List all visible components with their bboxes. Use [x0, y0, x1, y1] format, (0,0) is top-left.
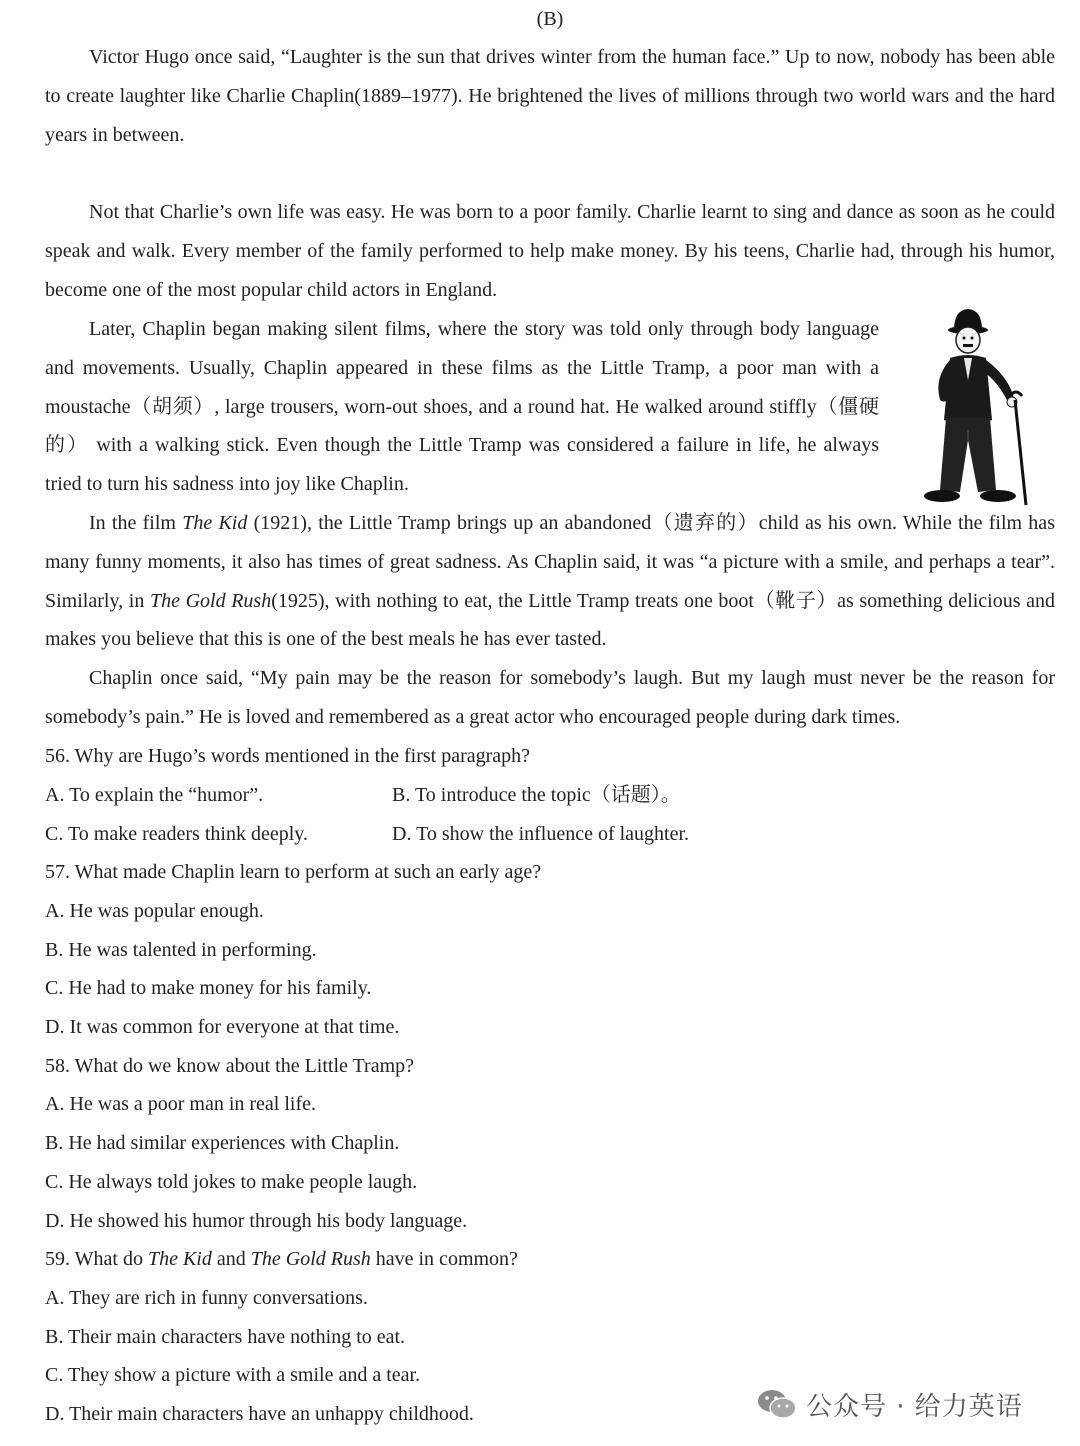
question-56-option-b[interactable]: B. To introduce the topic（话题）。: [392, 784, 681, 806]
question-59-title-gold: The Gold Rush: [250, 1248, 371, 1270]
question-56-stem: 56. Why are Hugo’s words mentioned in the first paragraph?: [45, 745, 531, 767]
section-label: (B): [536, 8, 564, 30]
paragraph-3: [45, 310, 879, 504]
question-56-option-a[interactable]: A. To explain the “humor”.: [45, 784, 264, 806]
film-title-the-kid: The Kid: [182, 512, 248, 534]
question-59-option-a[interactable]: A. They are rich in funny conversations.: [45, 1287, 368, 1309]
question-56-option-c[interactable]: C. To make readers think deeply.: [45, 823, 308, 845]
paragraph-1-text: Victor Hugo once said, “Laughter is the sun that drives winter from the human face.” Up to now, nobody has been able to create laughter like Charlie Chaplin(1889–1977). He brightened the lives of millions through two world wars and the hard years in between.: [45, 46, 1055, 146]
paragraph-2: [45, 193, 1055, 309]
question-59-stem-a: 59. What do: [45, 1248, 148, 1270]
question-59-stem-b: have in common?: [370, 1248, 518, 1270]
question-59-option-d[interactable]: D. Their main characters have an unhappy childhood.: [45, 1403, 474, 1425]
question-57-option-a[interactable]: A. He was popular enough.: [45, 900, 264, 922]
wechat-icon: [756, 1387, 798, 1421]
paragraph-4-text-a: In the film: [89, 512, 183, 534]
watermark-text: 公众号 · 给力英语: [806, 1391, 1023, 1422]
question-57-option-c[interactable]: C. He had to make money for his family.: [45, 977, 372, 999]
question-58-option-b[interactable]: B. He had similar experiences with Chaplin.: [45, 1132, 400, 1154]
question-58-stem: 58. What do we know about the Little Tramp?: [45, 1055, 415, 1077]
chaplin-illustration: [898, 300, 1058, 515]
watermark: [756, 1384, 1023, 1424]
question-57-option-b[interactable]: B. He was talented in performing.: [45, 939, 317, 961]
paragraph-5: [45, 659, 1055, 737]
question-58-option-d[interactable]: D. He showed his humor through his body language.: [45, 1210, 468, 1232]
paragraph-4-text-b: (1921), the Little Tramp brings up an abandoned（遗弃的）child as his own. While the film has many funny moments, it also has times of great sadness. As Chaplin said, it was “a picture with a smile, and perhaps a tear”. Similarly, in: [45, 512, 1055, 612]
paragraph-5-text: Chaplin once said, “My pain may be the reason for somebody’s laugh. But my laugh must never be the reason for somebody’s pain.” He is loved and remembered as a great actor who encouraged people during dark times.: [45, 667, 1055, 728]
film-title-gold-rush: The Gold Rush: [149, 589, 272, 612]
paragraph-2-text: Not that Charlie’s own life was easy. He was born to a poor family. Charlie learnt to sing and dance as soon as he could speak and walk. Every member of the family performed to help make money. By his teens, Charlie had, through his humor, become one of the most popular child actors in England.: [45, 201, 1055, 301]
question-56-option-d[interactable]: D. To show the influence of laughter.: [392, 823, 690, 845]
paragraph-4-text-c: (1925), with nothing to eat, the Little Tramp treats one boot（靴子）as something delicious and makes you believe that this is one of the best meals he has ever tasted.: [45, 589, 1056, 651]
question-59-title-kid: The Kid: [147, 1248, 212, 1270]
paragraph-3-text: Later, Chaplin began making silent films, where the story was told only through body language and movements. Usually, Chaplin appeared in these films as the Little Tramp, a poor man with a moustache（胡须）, large trousers, worn-out shoes, and a round hat. He walked around stiffly（僵硬的） with a walking stick. Even though the Little Tramp was considered a failure in life, he always tried to turn his sadness into joy like Chaplin.: [45, 318, 879, 496]
question-59-option-b[interactable]: B. Their main characters have nothing to eat.: [45, 1326, 406, 1348]
question-57-option-d[interactable]: D. It was common for everyone at that time.: [45, 1016, 400, 1038]
question-59-stem: [45, 1240, 518, 1279]
question-57-stem: 57. What made Chaplin learn to perform at such an early age?: [45, 861, 542, 883]
question-59-stem-and: and: [211, 1248, 251, 1270]
paragraph-4: [45, 504, 1055, 659]
question-59-option-c[interactable]: C. They show a picture with a smile and a tear.: [45, 1364, 421, 1386]
question-58-option-a[interactable]: A. He was a poor man in real life.: [45, 1093, 317, 1115]
question-58-option-c[interactable]: C. He always told jokes to make people laugh.: [45, 1171, 418, 1193]
paragraph-1: [45, 38, 1055, 154]
